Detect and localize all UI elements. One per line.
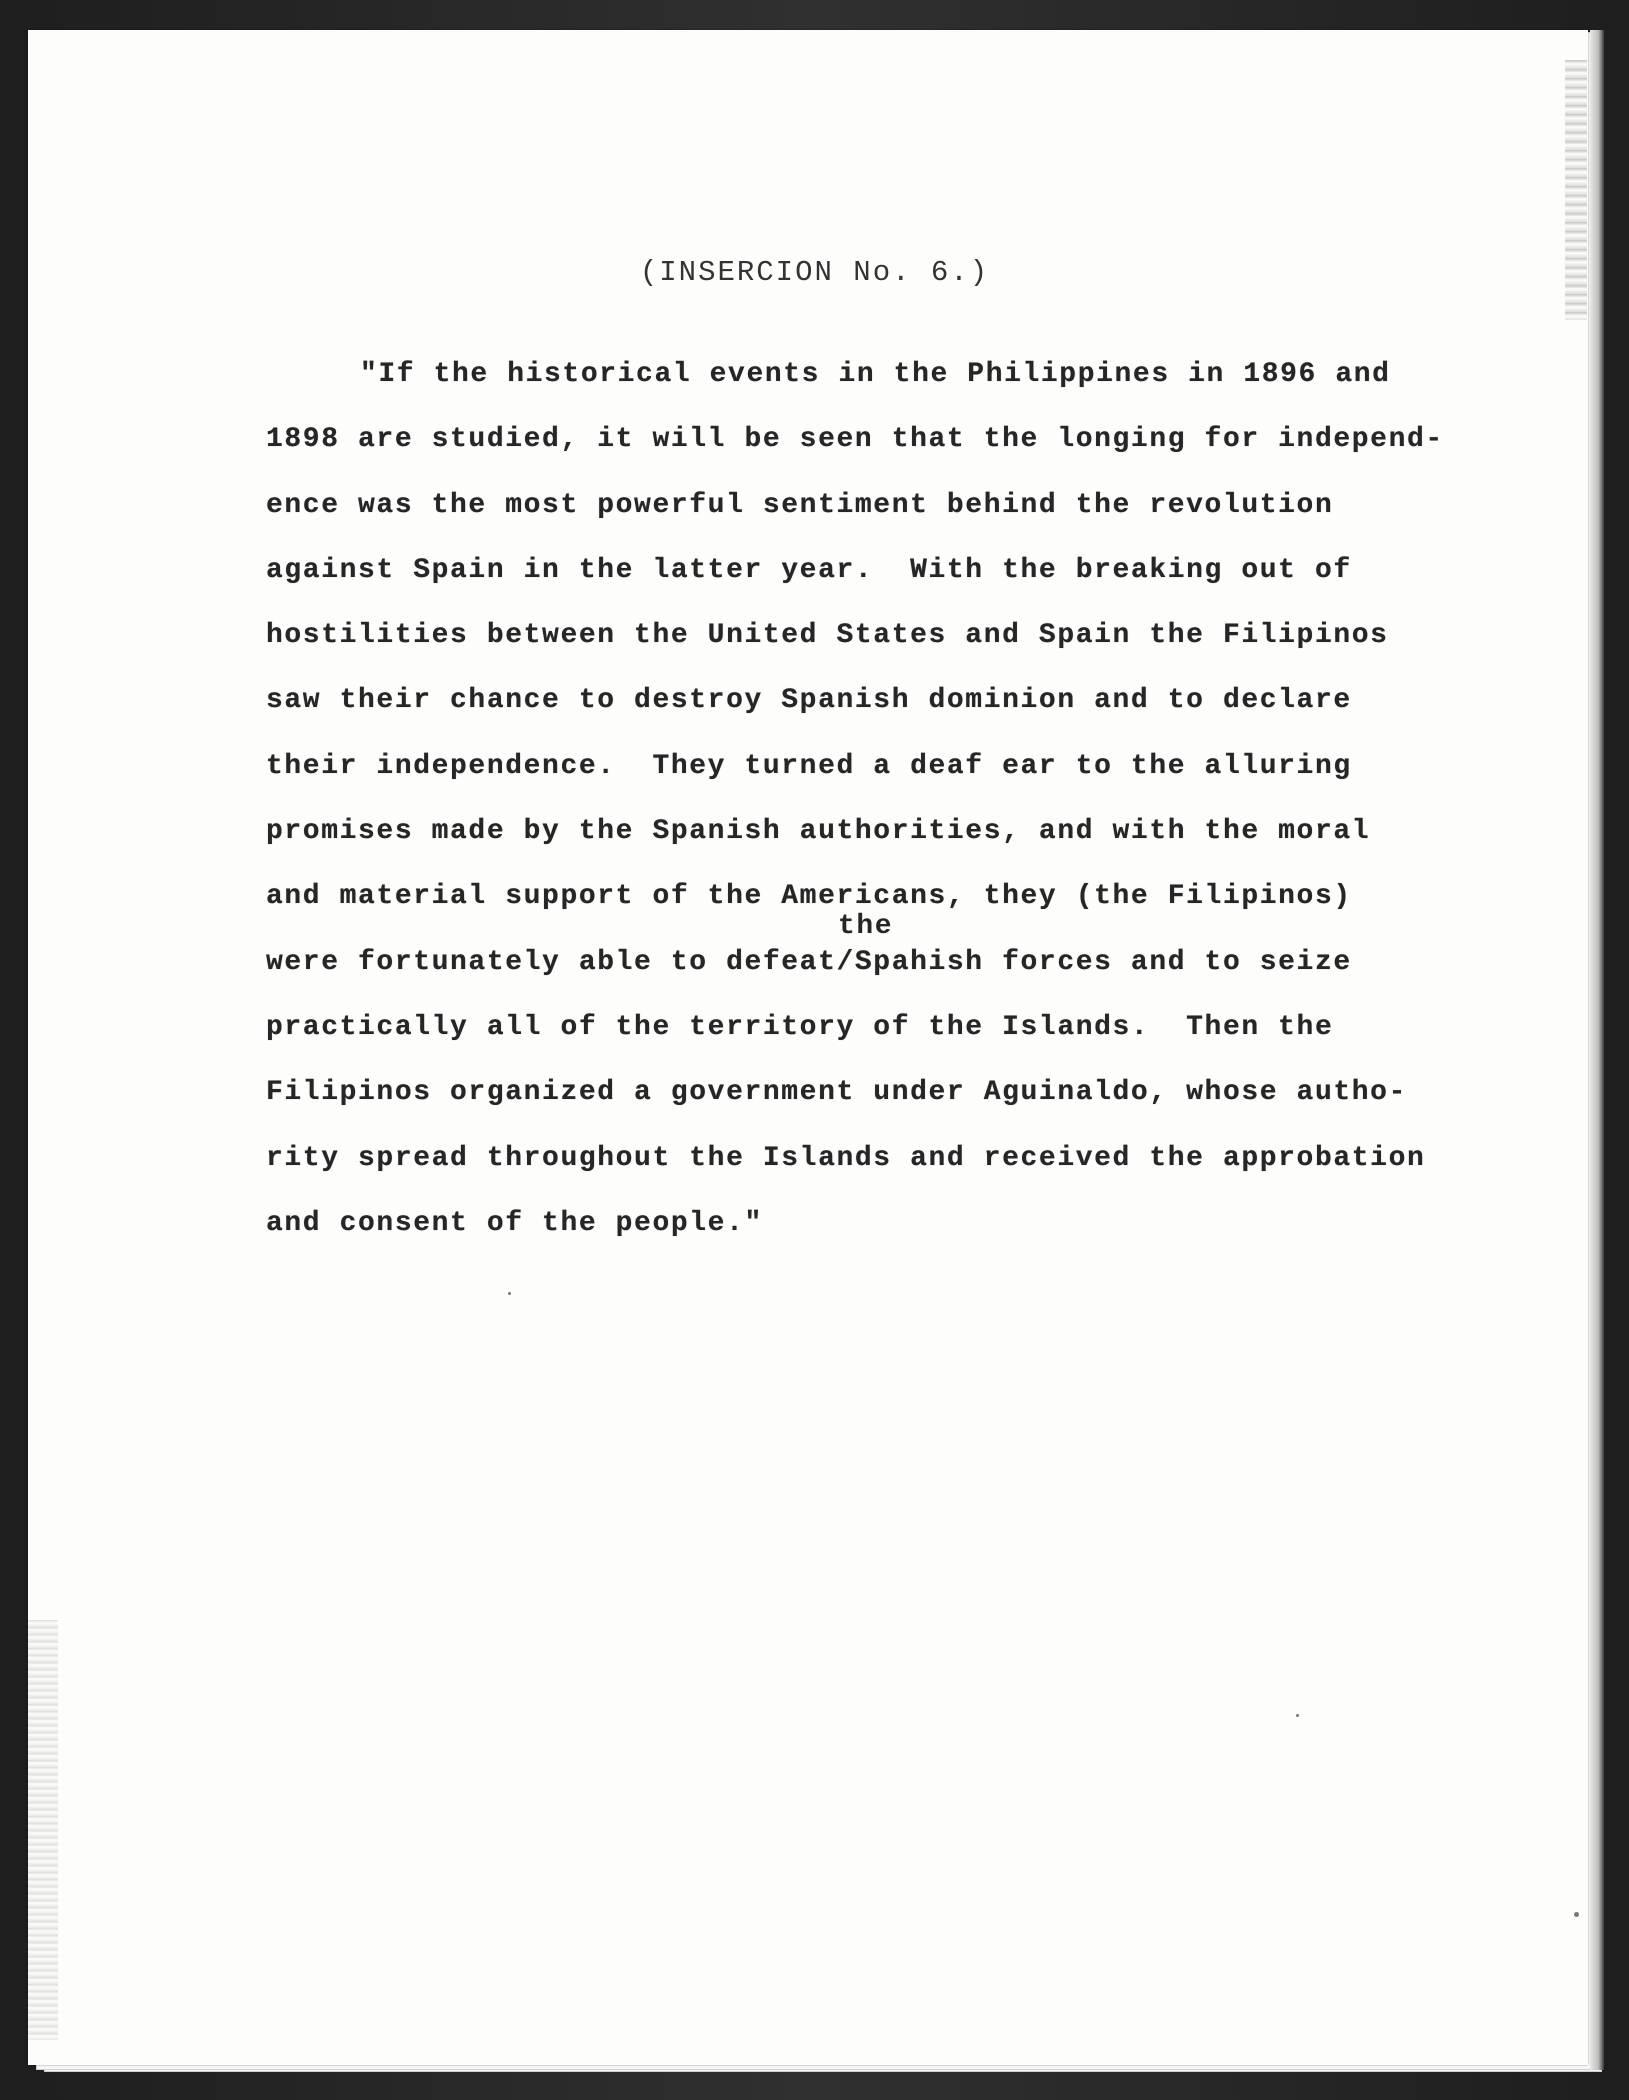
text-line: hostilities between the United States and Spain the Filipinos bbox=[266, 620, 1389, 652]
text-line: against Spain in the latter year. With the breaking out of bbox=[266, 554, 1352, 586]
scan-edge-noise bbox=[28, 1620, 58, 2040]
text-line: practically all of the territory of the Islands. Then the bbox=[266, 1011, 1334, 1043]
text-line: 1898 are studied, it will be seen that the longing for independ- bbox=[266, 424, 1444, 456]
scan-speck bbox=[1574, 1912, 1579, 1917]
text-line: rity spread throughout the Islands and received the approbation bbox=[266, 1142, 1426, 1174]
text-line: were fortunately able to defeat/Spahish forces and to seize bbox=[266, 946, 1352, 978]
text-line: promises made by the Spanish authorities, and with the moral bbox=[266, 816, 1371, 848]
handwritten-insertion: the bbox=[838, 911, 894, 942]
text-line: and material support of the Americans, they (the Filipinos) bbox=[266, 881, 1352, 913]
scan-speck bbox=[1296, 1714, 1299, 1717]
text-line: ence was the most powerful sentiment behind the revolution bbox=[266, 489, 1334, 521]
text-line: "If the historical events in the Philippines in 1896 and bbox=[360, 359, 1391, 390]
text-line: Filipinos organized a government under Aguinaldo, whose autho- bbox=[266, 1077, 1407, 1109]
text-line: their independence. They turned a deaf ear to the alluring bbox=[266, 750, 1352, 782]
document-heading: (INSERCION No. 6.) bbox=[639, 256, 990, 289]
text-line: and consent of the people." bbox=[266, 1207, 763, 1239]
sheet-stack-edge bbox=[1590, 30, 1604, 2070]
document-body bbox=[266, 342, 1496, 1256]
text-line: saw their chance to destroy Spanish dominion and to declare bbox=[266, 685, 1352, 717]
scan-speck bbox=[508, 1292, 511, 1295]
